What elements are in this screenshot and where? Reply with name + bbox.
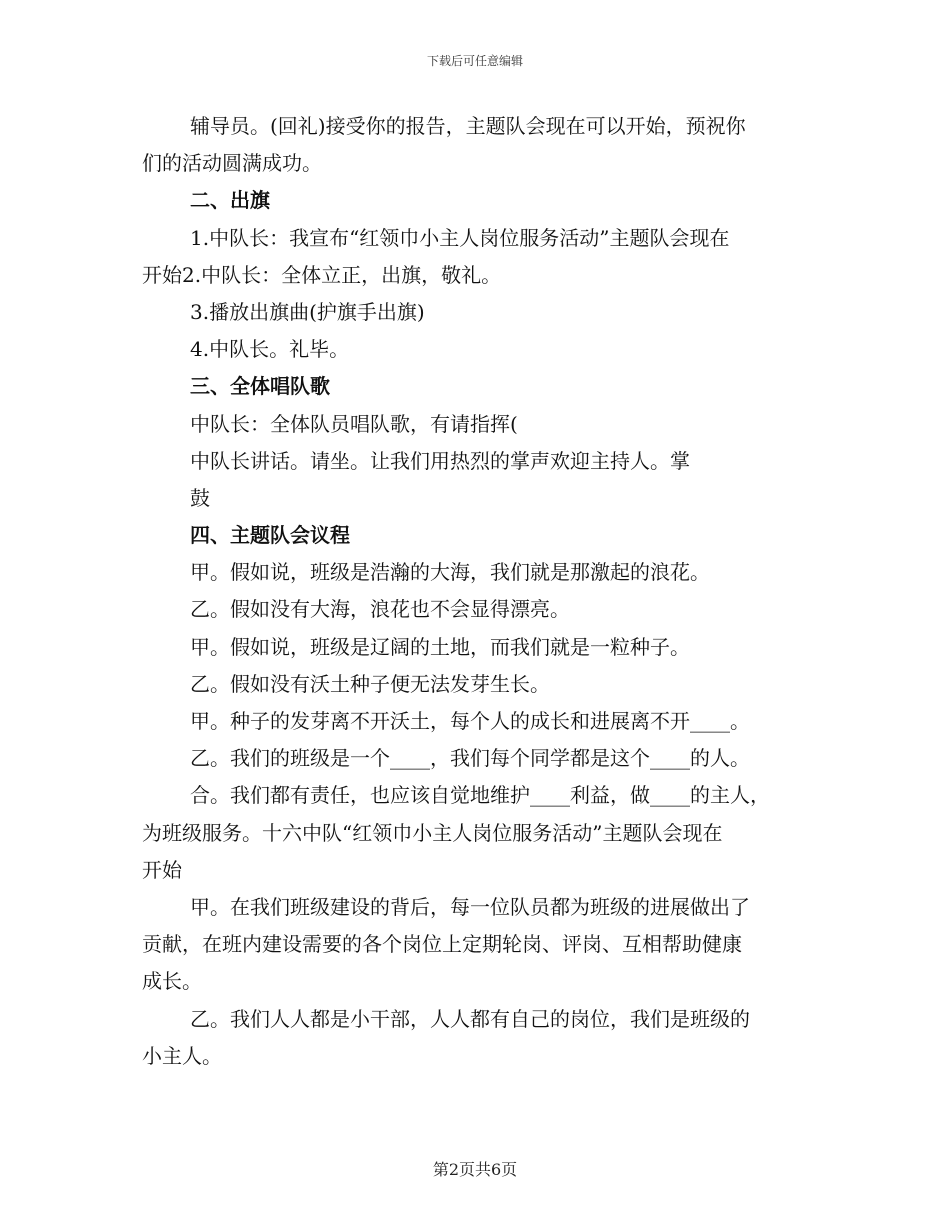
text-line: 开始2.中队长：全体立正，出旗，敬礼。 [142, 262, 502, 287]
text-line: 乙。我们的班级是一个____，我们每个同学都是这个____的人。 [190, 746, 750, 771]
document-body [142, 108, 807, 1075]
text-line: 乙。假如没有沃土种子便无法发芽生长。 [190, 671, 550, 696]
section-heading: 二、出旗 [190, 188, 270, 213]
text-line: 成长。 [142, 969, 202, 994]
text-line: 甲。假如说，班级是浩瀚的大海，我们就是那激起的浪花。 [190, 560, 710, 585]
text-line: 辅导员。(回礼)接受你的报告，主题队会现在可以开始，预祝你 [190, 114, 746, 138]
text-line: 乙。我们人人都是小干部，人人都有自己的岗位，我们是班级的 [190, 1006, 750, 1031]
text-line: 贡献，在班内建设需要的各个岗位上定期轮岗、评岗、互相帮助健康 [142, 932, 742, 957]
text-line: 3.播放出旗曲(护旗手出旗) [190, 299, 425, 324]
text-line: 们的活动圆满成功。 [142, 151, 322, 176]
text-line: 1.中队长：我宣布“红领巾小主人岗位服务活动”主题队会现在 [190, 225, 730, 250]
text-line: 开始 [142, 857, 182, 882]
text-line: 鼓 [190, 485, 210, 510]
text-line: 甲。在我们班级建设的背后，每一位队员都为班级的进展做出了 [190, 894, 750, 919]
text-line: 中队长讲话。请坐。让我们用热烈的掌声欢迎主持人。掌 [190, 448, 690, 473]
section-heading: 四、主题队会议程 [190, 523, 350, 548]
text-line: 为班级服务。十六中队“红领巾小主人岗位服务活动”主题队会现在 [142, 820, 723, 845]
page-header: 下载后可任意编辑 [426, 54, 523, 68]
section-heading: 三、全体唱队歌 [190, 374, 330, 399]
text-line: 4.中队长。礼毕。 [190, 337, 350, 362]
text-line: 小主人。 [142, 1043, 222, 1068]
text-line: 甲。假如说，班级是辽阔的土地，而我们就是一粒种子。 [190, 634, 690, 659]
text-line: 甲。种子的发芽离不开沃土，每个人的成长和进展离不开____。 [190, 709, 750, 733]
page-number: 第2页共6页 [432, 1160, 518, 1179]
text-line: 中队长：全体队员唱队歌，有请指挥( [190, 411, 518, 436]
text-line: 合。我们都有责任，也应该自觉地维护____利益，做____的主人， [190, 783, 770, 808]
text-line: 乙。假如没有大海，浪花也不会显得漂亮。 [190, 597, 570, 622]
